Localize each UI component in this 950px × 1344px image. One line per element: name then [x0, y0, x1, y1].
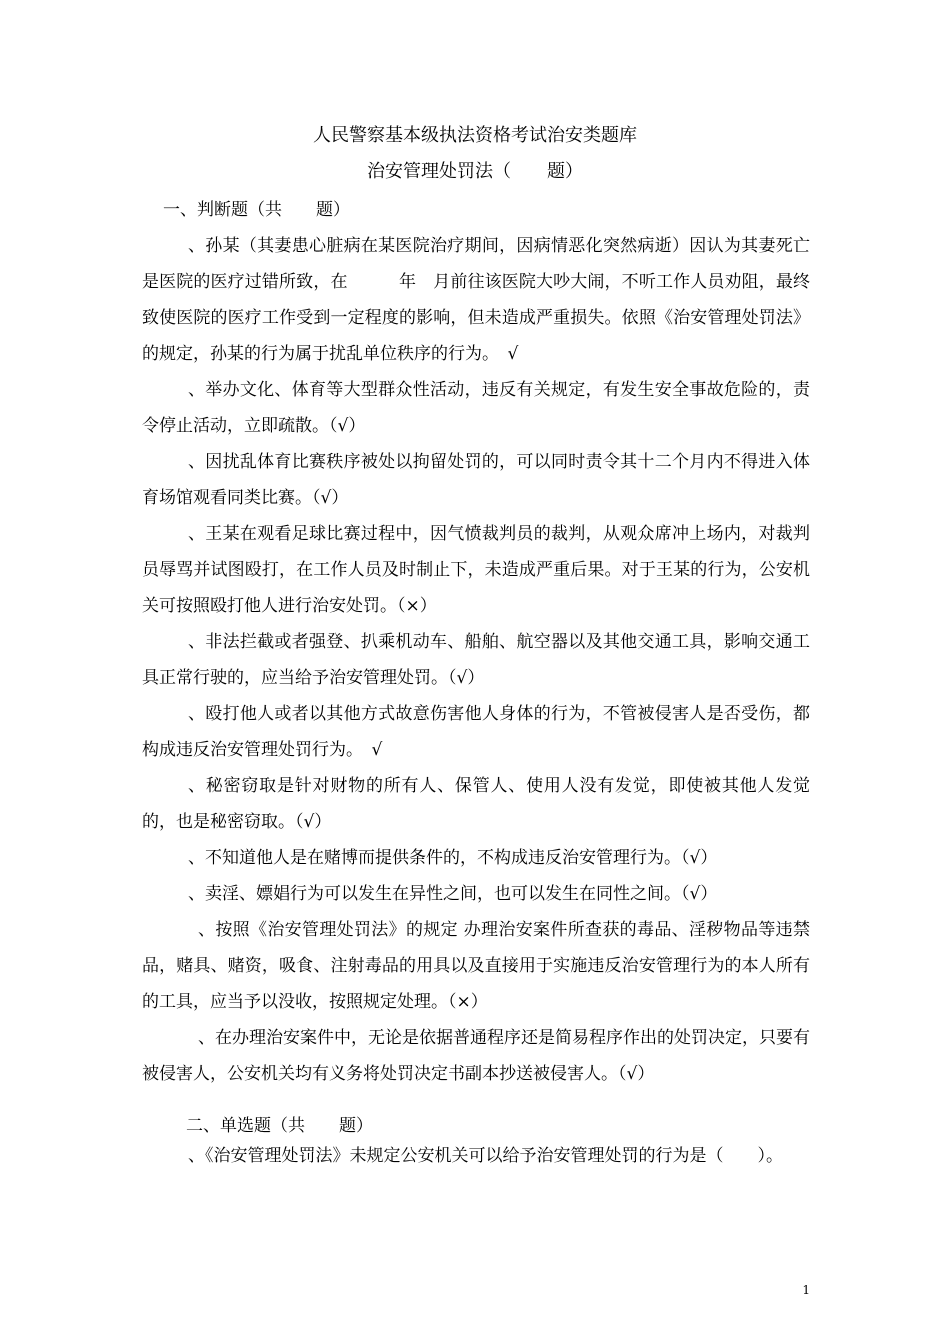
question-item: 、孙某（其妻患心脏病在某医院治疗期间，因病情恶化突然病逝）因认为其妻死亡是医院的医疗过错所致，在 年 月前往该医院大吵大闹，不听工作人员劝阻，最终致使医院的医疗工作受到一定程度的影响，但未造成严重损失。依照《治安管理处罚法》的规定，孙某的行为属于扰乱单位秩序的行为。 √	[142, 236, 810, 364]
question-item: 、秘密窃取是针对财物的所有人、保管人、使用人没有发觉，即使被其他人发觉的，也是秘密窃取。（√）	[142, 776, 810, 832]
question-item: 、因扰乱体育比赛秩序被处以拘留处罚的，可以同时责令其十二个月内不得进入体育场馆观看同类比赛。（√）	[142, 452, 810, 508]
question-item: 、王某在观看足球比赛过程中，因气愤裁判员的裁判，从观众席冲上场内，对裁判员辱骂并试图殴打，在工作人员及时制止下，未造成严重后果。对于王某的行为，公安机关可按照殴打他人进行治安处罚。（×）	[142, 524, 810, 616]
question-item: 、不知道他人是在赌博而提供条件的，不构成违反治安管理行为。（√）	[188, 848, 718, 868]
question-item: 、按照《治安管理处罚法》的规定 办理治安案件所查获的毒品、淫秽物品等违禁品，赌具、赌资，吸食、注射毒品的用具以及直接用于实施违反治安管理行为的本人所有的工具，应当予以没收，按照规定处理。（×）	[142, 920, 810, 1012]
section-heading-true-false: 一、判断题（共 题）	[163, 200, 350, 220]
question-item: 、《治安管理处罚法》未规定公安机关可以给予治安管理处罚的行为是（ ）。	[188, 1146, 783, 1166]
question-item: 、卖淫、嫖娼行为可以发生在异性之间，也可以发生在同性之间。（√）	[188, 884, 718, 904]
section-heading-single-choice: 二、单选题（共 题）	[186, 1116, 373, 1136]
page-number: 1	[802, 1283, 810, 1297]
question-item: 、殴打他人或者以其他方式故意伤害他人身体的行为，不管被侵害人是否受伤，都构成违反治安管理处罚行为。 √	[142, 704, 810, 760]
document-subtitle: 治安管理处罚法（ 题）	[367, 161, 583, 182]
question-item: 、在办理治安案件中，无论是依据普通程序还是简易程序作出的处罚决定，只要有被侵害人，公安机关均有义务将处罚决定书副本抄送被侵害人。（√）	[142, 1028, 810, 1084]
question-item: 、举办文化、体育等大型群众性活动，违反有关规定，有发生安全事故危险的，责令停止活动，立即疏散。（√）	[142, 380, 810, 436]
question-item: 、非法拦截或者强登、扒乘机动车、船舶、航空器以及其他交通工具，影响交通工具正常行驶的，应当给予治安管理处罚。（√）	[142, 632, 810, 688]
document-title: 人民警察基本级执法资格考试治安类题库	[313, 125, 637, 146]
